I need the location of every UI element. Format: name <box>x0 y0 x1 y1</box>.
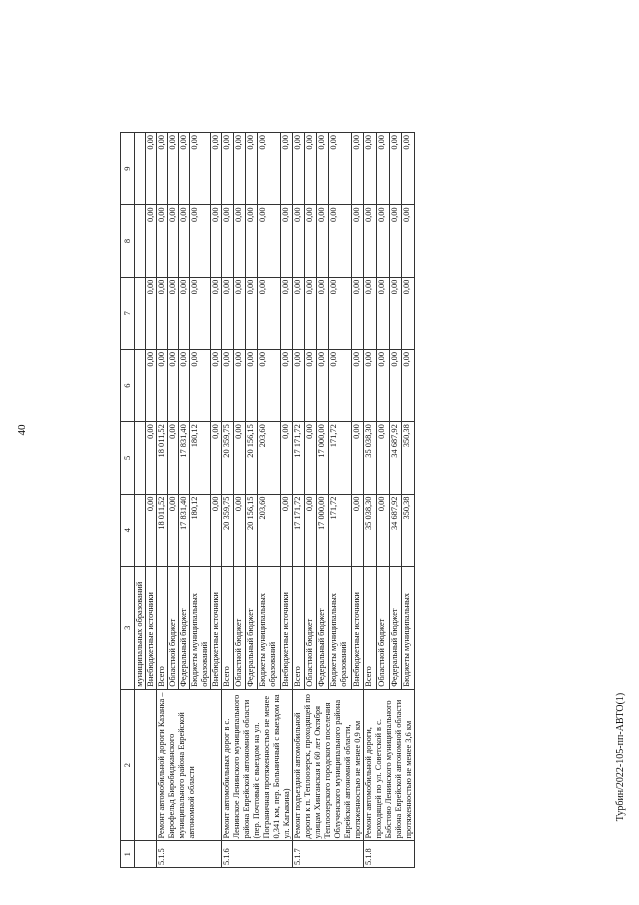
amount-cell: 34 687,92 <box>389 494 402 566</box>
amount-cell: 0,00 <box>211 277 222 349</box>
amount-cell: 0,00 <box>211 133 222 205</box>
item-number: 5.1.7 <box>293 841 364 868</box>
item-number: 5.1.8 <box>364 841 415 868</box>
amount-cell: 0,00 <box>376 205 389 277</box>
amount-cell: 0,00 <box>376 133 389 205</box>
amount-cell: 0,00 <box>234 349 246 421</box>
amount-cell: 180,12 <box>190 494 211 566</box>
amount-cell: 0,00 <box>351 349 363 421</box>
amount-cell: 0,00 <box>211 422 222 494</box>
amount-cell: 0,00 <box>190 205 211 277</box>
column-header-6: 6 <box>121 349 135 421</box>
amount-cell: 0,00 <box>222 277 234 349</box>
table-row <box>222 133 234 868</box>
amount-cell: 180,12 <box>190 422 211 494</box>
amount-cell: 0,00 <box>402 205 415 277</box>
amount-cell: 0,00 <box>293 349 305 421</box>
amount-cell: 0,00 <box>280 133 292 205</box>
funding-source: Областной бюджет <box>376 566 389 689</box>
amount-cell: 0,00 <box>305 494 317 566</box>
item-name: Ремонт автомобильных дорог в с. Ленинское Ленинского муниципального района Еврейской автономной области (пер. Почтовый с выездом на ул. Пограничная протяженностью не менее 0,341 км, пер. Больничный с выездом на ул. Кагыкина) <box>222 689 293 841</box>
amount-cell: 0,00 <box>293 277 305 349</box>
amount-cell: 0,00 <box>376 422 389 494</box>
item-name: Ремонт автомобильной дороги Казанка – Бирофельд Биробиджанского муниципального района Еврейской автономной области <box>157 689 222 841</box>
funding-source: Областной бюджет <box>234 566 246 689</box>
funding-source: Всего <box>157 566 168 689</box>
amount-cell: 0,00 <box>351 277 363 349</box>
amount-cell: 0,00 <box>305 205 317 277</box>
amount-cell: 0,00 <box>258 277 281 349</box>
amount-cell: 0,00 <box>280 422 292 494</box>
amount-cell: 0,00 <box>364 349 377 421</box>
amount-cell: 0,00 <box>329 205 352 277</box>
table-row <box>364 133 377 868</box>
amount-cell <box>135 133 146 205</box>
amount-cell <box>135 494 146 566</box>
amount-cell: 0,00 <box>305 133 317 205</box>
amount-cell: 17 171,72 <box>293 422 305 494</box>
amount-cell: 0,00 <box>234 422 246 494</box>
column-header-7: 7 <box>121 277 135 349</box>
column-header-9: 9 <box>121 133 135 205</box>
funding-source: Внебюджетные источники <box>211 566 222 689</box>
amount-cell: 0,00 <box>211 349 222 421</box>
funding-source: Всего <box>222 566 234 689</box>
amount-cell: 0,00 <box>211 205 222 277</box>
item-name: Ремонт подъездной автомобильной дороги к п. Теплоозерск, проходящей по улицам Хинганская и 60 лет Октября Теплоозерского городского поселения Облученского муниципального района Еврейской автономной области, протяженностью не менее 0,9 км <box>293 689 364 841</box>
amount-cell <box>135 277 146 349</box>
funding-source: Бюджеты муниципальных образований <box>329 566 352 689</box>
amount-cell: 17 831,40 <box>179 494 190 566</box>
amount-cell: 0,00 <box>168 133 179 205</box>
column-header-3: 3 <box>121 566 135 689</box>
amount-cell: 0,00 <box>211 494 222 566</box>
amount-cell: 0,00 <box>258 205 281 277</box>
amount-cell: 0,00 <box>179 349 190 421</box>
amount-cell: 171,72 <box>329 422 352 494</box>
amount-cell: 0,00 <box>157 205 168 277</box>
amount-cell: 35 038,30 <box>364 494 377 566</box>
amount-cell: 0,00 <box>376 277 389 349</box>
column-header-5: 5 <box>121 422 135 494</box>
funding-source: Федеральный бюджет <box>317 566 329 689</box>
amount-cell: 0,00 <box>317 133 329 205</box>
amount-cell: 20 156,15 <box>246 422 258 494</box>
amount-cell: 0,00 <box>190 349 211 421</box>
amount-cell: 0,00 <box>258 133 281 205</box>
amount-cell: 0,00 <box>376 349 389 421</box>
amount-cell: 0,00 <box>190 133 211 205</box>
column-header-8: 8 <box>121 205 135 277</box>
column-header-1: 1 <box>121 841 135 868</box>
amount-cell: 0,00 <box>234 494 246 566</box>
amount-cell: 0,00 <box>317 349 329 421</box>
amount-cell: 0,00 <box>351 205 363 277</box>
amount-cell: 0,00 <box>305 422 317 494</box>
amount-cell: 0,00 <box>157 133 168 205</box>
funding-source: Федеральный бюджет <box>389 566 402 689</box>
funding-source: Внебюджетные источники <box>146 566 157 689</box>
column-header-2: 2 <box>121 689 135 841</box>
budget-table-container <box>120 132 535 868</box>
table-row <box>293 133 305 868</box>
amount-cell: 20 359,75 <box>222 494 234 566</box>
amount-cell: 0,00 <box>168 422 179 494</box>
amount-cell: 0,00 <box>389 277 402 349</box>
amount-cell: 203,60 <box>258 494 281 566</box>
amount-cell: 20 156,15 <box>246 494 258 566</box>
item-number: 5.1.5 <box>157 841 222 868</box>
table-body <box>135 133 415 868</box>
item-number: 5.1.6 <box>222 841 293 868</box>
amount-cell: 0,00 <box>246 277 258 349</box>
amount-cell: 34 687,92 <box>389 422 402 494</box>
amount-cell: 0,00 <box>168 349 179 421</box>
amount-cell: 0,00 <box>157 349 168 421</box>
amount-cell <box>135 422 146 494</box>
amount-cell <box>135 349 146 421</box>
amount-cell: 0,00 <box>389 133 402 205</box>
amount-cell: 350,38 <box>402 494 415 566</box>
amount-cell: 0,00 <box>351 494 363 566</box>
funding-source: Областной бюджет <box>305 566 317 689</box>
amount-cell: 0,00 <box>402 349 415 421</box>
amount-cell: 0,00 <box>280 349 292 421</box>
amount-cell: 17 000,00 <box>317 494 329 566</box>
amount-cell: 0,00 <box>222 205 234 277</box>
amount-cell: 0,00 <box>329 277 352 349</box>
table-row <box>135 133 146 868</box>
funding-source: Всего <box>364 566 377 689</box>
amount-cell: 0,00 <box>168 494 179 566</box>
item-name <box>135 689 157 841</box>
amount-cell: 0,00 <box>258 349 281 421</box>
amount-cell: 0,00 <box>402 133 415 205</box>
amount-cell: 17 171,72 <box>293 494 305 566</box>
funding-source: Областной бюджет <box>168 566 179 689</box>
amount-cell: 0,00 <box>234 277 246 349</box>
amount-cell: 0,00 <box>402 277 415 349</box>
amount-cell: 0,00 <box>246 349 258 421</box>
amount-cell: 0,00 <box>364 277 377 349</box>
amount-cell <box>135 205 146 277</box>
funding-source: Бюджеты муниципальных <box>402 566 415 689</box>
amount-cell: 0,00 <box>389 349 402 421</box>
amount-cell: 0,00 <box>317 205 329 277</box>
amount-cell: 0,00 <box>168 277 179 349</box>
amount-cell: 0,00 <box>146 133 157 205</box>
amount-cell: 17 000,00 <box>317 422 329 494</box>
amount-cell: 0,00 <box>146 494 157 566</box>
amount-cell: 0,00 <box>351 422 363 494</box>
amount-cell: 0,00 <box>305 277 317 349</box>
amount-cell: 171,72 <box>329 494 352 566</box>
amount-cell: 0,00 <box>293 133 305 205</box>
amount-cell: 0,00 <box>280 277 292 349</box>
table-header-row <box>121 133 135 868</box>
amount-cell: 203,60 <box>258 422 281 494</box>
funding-source: Федеральный бюджет <box>179 566 190 689</box>
amount-cell: 0,00 <box>179 205 190 277</box>
page-number: 40 <box>16 424 28 436</box>
amount-cell: 18 011,52 <box>157 422 168 494</box>
item-name: Ремонт автомобильной дороги, проходящей по ул. Советской в с. Бабстово Ленинского муниципального района Еврейской автономной области протяженностью не менее 3,6 км <box>364 689 415 841</box>
amount-cell: 0,00 <box>389 205 402 277</box>
amount-cell: 0,00 <box>179 133 190 205</box>
amount-cell: 20 359,75 <box>222 422 234 494</box>
table-row <box>157 133 168 868</box>
funding-source: Федеральный бюджет <box>246 566 258 689</box>
amount-cell: 0,00 <box>222 133 234 205</box>
amount-cell: 0,00 <box>234 133 246 205</box>
amount-cell: 0,00 <box>146 205 157 277</box>
amount-cell: 0,00 <box>168 205 179 277</box>
amount-cell: 0,00 <box>376 494 389 566</box>
amount-cell: 350,38 <box>402 422 415 494</box>
amount-cell: 35 038,30 <box>364 422 377 494</box>
amount-cell: 0,00 <box>329 349 352 421</box>
amount-cell: 0,00 <box>234 205 246 277</box>
amount-cell: 17 831,40 <box>179 422 190 494</box>
amount-cell: 0,00 <box>280 205 292 277</box>
amount-cell: 0,00 <box>146 422 157 494</box>
amount-cell: 0,00 <box>157 277 168 349</box>
amount-cell: 0,00 <box>351 133 363 205</box>
funding-source: Внебюджетные источники <box>280 566 292 689</box>
amount-cell: 0,00 <box>364 133 377 205</box>
amount-cell: 0,00 <box>190 277 211 349</box>
column-header-4: 4 <box>121 494 135 566</box>
amount-cell: 0,00 <box>246 205 258 277</box>
document-footer: Турбин/2022-105-пп-АВТО(1) <box>615 692 626 822</box>
amount-cell: 0,00 <box>222 349 234 421</box>
amount-cell: 0,00 <box>146 349 157 421</box>
amount-cell: 0,00 <box>305 349 317 421</box>
funding-source: Внебюджетные источники <box>351 566 363 689</box>
amount-cell: 0,00 <box>146 277 157 349</box>
funding-source: Бюджеты муниципальных образований <box>190 566 211 689</box>
amount-cell: 0,00 <box>179 277 190 349</box>
amount-cell: 0,00 <box>293 205 305 277</box>
item-number <box>135 841 157 868</box>
amount-cell: 0,00 <box>317 277 329 349</box>
funding-source: Бюджеты муниципальных образований <box>258 566 281 689</box>
amount-cell: 0,00 <box>246 133 258 205</box>
budget-table <box>120 132 415 868</box>
amount-cell: 0,00 <box>329 133 352 205</box>
funding-source: муниципальных образований <box>135 566 146 689</box>
amount-cell: 18 011,52 <box>157 494 168 566</box>
amount-cell: 0,00 <box>280 494 292 566</box>
amount-cell: 0,00 <box>364 205 377 277</box>
funding-source: Всего <box>293 566 305 689</box>
